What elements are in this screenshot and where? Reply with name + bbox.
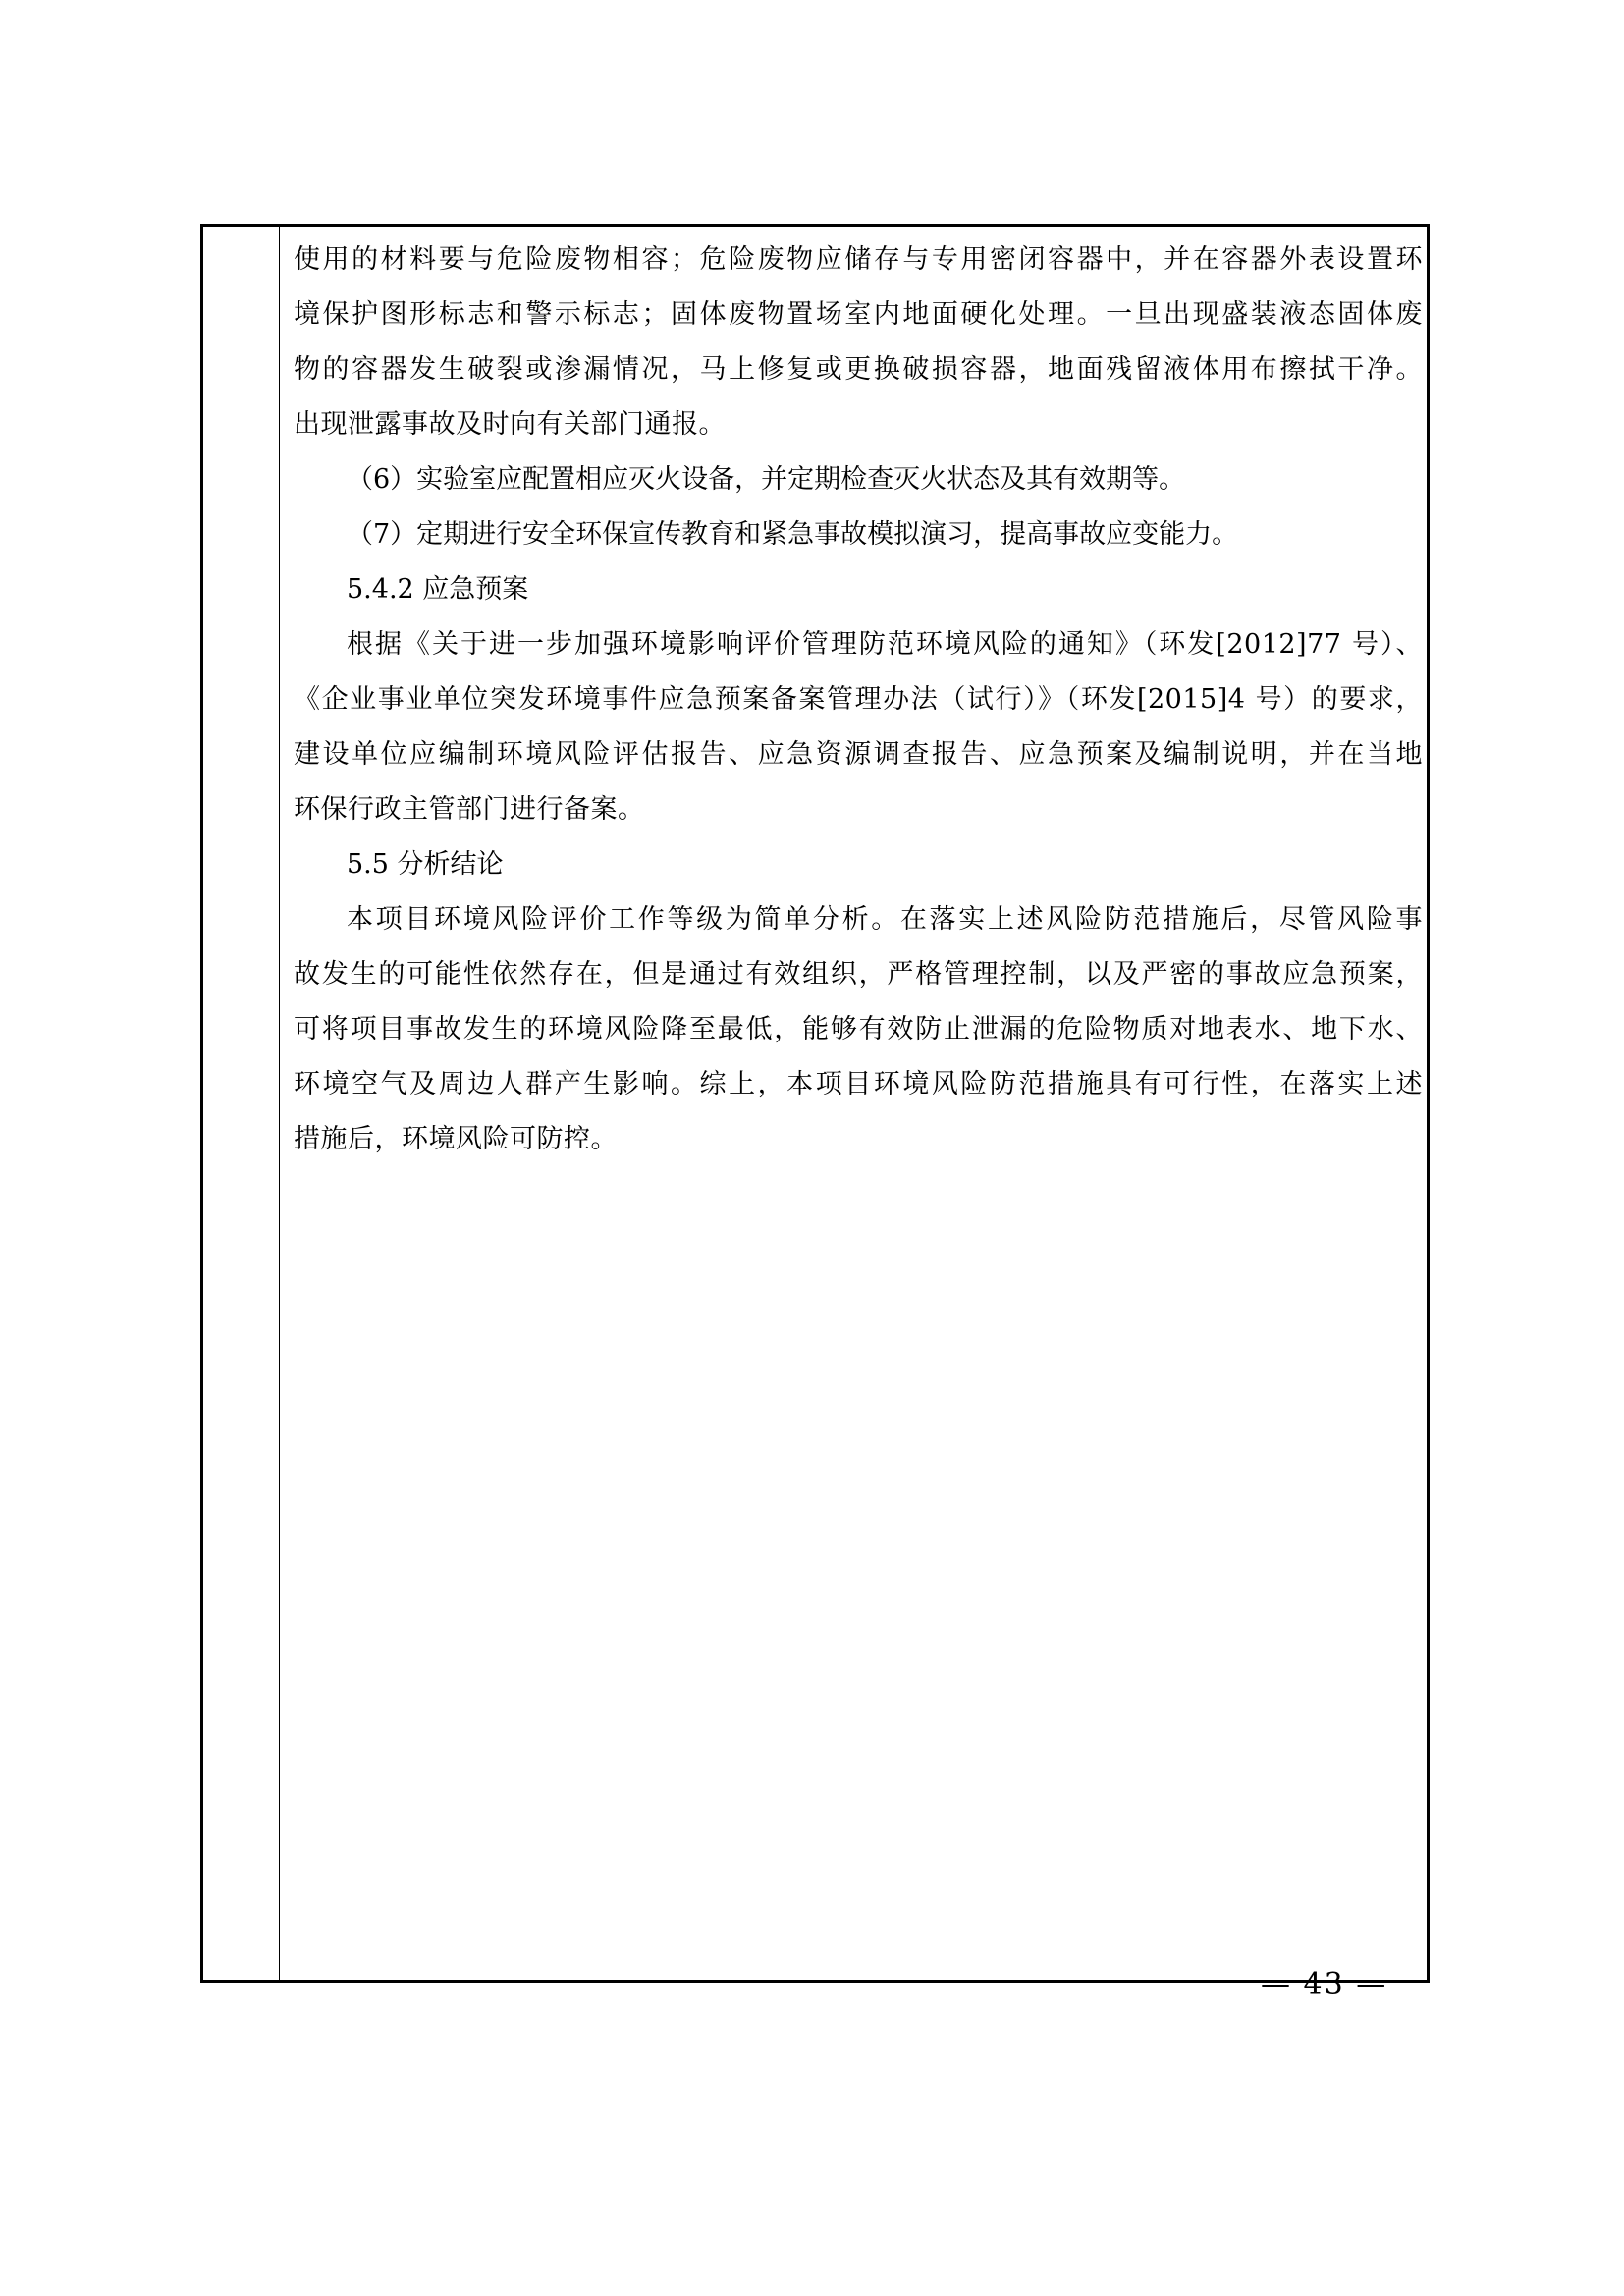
page-number: — 43 — (1261, 1967, 1388, 2002)
section-heading-5-5: 5.5 分析结论 (347, 849, 504, 880)
text-line: 物的容器发生破裂或渗漏情况，马上修复或更换破损容器，地面残留液体用布擦拭干净。 (294, 354, 1423, 385)
list-item-7: （7）定期进行安全环保宣传教育和紧急事故模拟演习，提高事故应变能力。 (347, 519, 1239, 550)
text-line: 根据《关于进一步加强环境影响评价管理防范环境风险的通知》（环发[2012]77 号）、 (347, 629, 1423, 660)
section-heading-5-4-2: 5.4.2 应急预案 (347, 574, 529, 605)
table-left-column (203, 227, 280, 1980)
text-line: 本项目环境风险评价工作等级为简单分析。在落实上述风险防范措施后，尽管风险事 (347, 904, 1423, 934)
text-line: 《企业事业单位突发环境事件应急预案备案管理办法（试行）》（环发[2015]4 号）的要求， (294, 684, 1423, 715)
text-line: 措施后，环境风险可防控。 (294, 1124, 618, 1154)
text-line: 使用的材料要与危险废物相容；危险废物应储存与专用密闭容器中，并在容器外表设置环 (294, 244, 1423, 275)
text-line: 可将项目事故发生的环境风险降至最低，能够有效防止泄漏的危险物质对地表水、地下水、 (294, 1014, 1423, 1044)
text-line: 环境空气及周边人群产生影响。综上，本项目环境风险防范措施具有可行性，在落实上述 (294, 1069, 1423, 1099)
text-line: 环保行政主管部门进行备案。 (294, 794, 645, 825)
text-line: 境保护图形标志和警示标志；固体废物置场室内地面硬化处理。一旦出现盛装液态固体废 (294, 299, 1423, 330)
text-line: 建设单位应编制环境风险评估报告、应急资源调查报告、应急预案及编制说明，并在当地 (294, 739, 1423, 770)
list-item-6: （6）实验室应配置相应灭火设备，并定期检查灭火状态及其有效期等。 (347, 464, 1186, 495)
text-line: 故发生的可能性依然存在，但是通过有效组织，严格管理控制，以及严密的事故应急预案， (294, 959, 1423, 989)
text-line: 出现泄露事故及时向有关部门通报。 (294, 409, 726, 440)
table-content-cell (294, 233, 1423, 1167)
content-table (200, 224, 1430, 1983)
